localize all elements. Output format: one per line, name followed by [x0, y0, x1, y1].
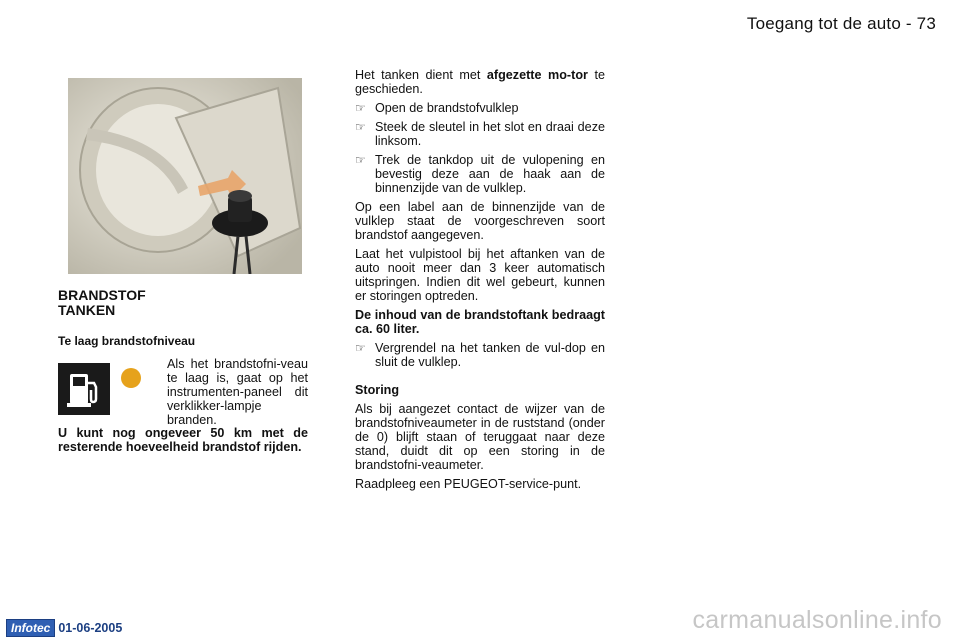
section-title-line1: BRANDSTOF	[58, 287, 146, 303]
edition-date: 01-06-2005	[58, 621, 123, 635]
step-text: Steek de sleutel in het slot en draai deze linksom.	[375, 120, 605, 148]
page-title: Toegang tot de auto - 73	[746, 14, 936, 33]
pointing-hand-icon: ☞	[355, 101, 366, 115]
pointing-hand-icon: ☞	[355, 341, 366, 355]
low-fuel-subtitle: Te laag brandstofniveau	[58, 334, 196, 348]
intro-post: te geschieden.	[355, 68, 605, 96]
intro-pre: Het tanken dient met	[355, 68, 487, 82]
step-item	[355, 101, 605, 115]
intro-bold: afgezette mo-tor	[486, 68, 588, 82]
step-text: Vergrendel na het tanken de vul-dop en sluit de vulklep.	[375, 341, 605, 369]
fuel-pump-icon	[58, 363, 110, 415]
fuel-filler-photo	[68, 78, 302, 274]
section-title-line2: TANKEN	[58, 302, 116, 318]
fault-paragraph: Als bij aangezet contact de wijzer van de brandstofniveaumeter in de ruststand (onder de 0) blijft staan of teruggaat naar deze stand, duidt dit op een storing in de brandstofni-veaumeter.	[355, 402, 605, 472]
infotec-logo: Infotec	[6, 619, 55, 637]
pointing-hand-icon: ☞	[355, 120, 366, 134]
tank-capacity: De inhoud van de brandstoftank bedraagt ca. 60 liter.	[355, 308, 605, 336]
step-item	[355, 120, 605, 148]
refuel-instructions	[355, 68, 605, 496]
intro-paragraph	[355, 68, 605, 96]
step-item	[355, 341, 605, 369]
warning-lamp-icon	[121, 368, 141, 388]
section-heading	[58, 288, 258, 318]
service-paragraph: Raadpleeg een PEUGEOT-service-punt.	[355, 477, 582, 491]
fault-heading: Storing	[355, 383, 400, 397]
remaining-range-warning: U kunt nog ongeveer 50 km met de resterende hoeveelheid brandstof rijden.	[58, 426, 308, 454]
footer	[6, 619, 122, 637]
step-item	[355, 153, 605, 195]
pointing-hand-icon: ☞	[355, 153, 366, 167]
step-text: Open de brandstofvulklep	[375, 101, 519, 115]
site-watermark: carmanualsonline.info	[692, 606, 942, 634]
pump-paragraph: Laat het vulpistool bij het aftanken van de auto nooit meer dan 3 keer automatisch uitspringen. Indien dit wel gebeurt, kunnen er storingen optreden.	[355, 247, 605, 303]
indicator-description: Als het brandstofni-veau te laag is, gaat op het instrumenten-paneel dit verklikker-lampje branden.	[167, 357, 308, 427]
step-text: Trek de tankdop uit de vulopening en bevestig deze aan de haak aan de binnenzijde van de vulklep.	[375, 153, 605, 195]
label-paragraph: Op een label aan de binnenzijde van de vulklep staat de voorgeschreven soort brandstof aangegeven.	[355, 200, 605, 242]
